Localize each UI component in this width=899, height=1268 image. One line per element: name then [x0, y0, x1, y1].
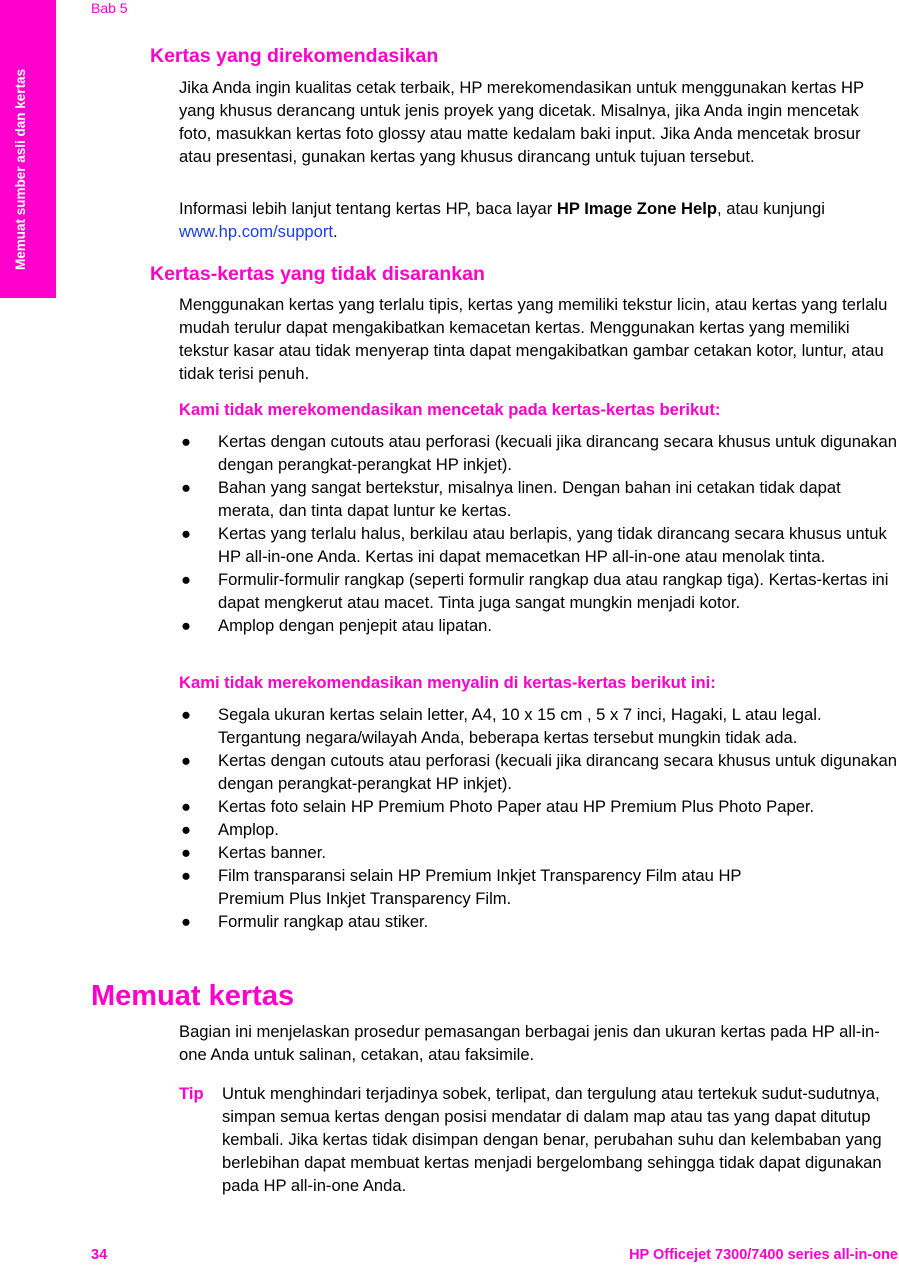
list-item [179, 795, 899, 818]
list-item-text: Kertas yang terlalu halus, berkilau atau berlapis, yang tidak dirancang secara khusus untuk HP all-in-one Anda. Kertas ini dapat memacetkan HP all-in-one atau menolak tinta. [218, 524, 887, 566]
list-item [179, 568, 899, 614]
list-item [179, 841, 899, 864]
bullet-icon: ● [181, 843, 192, 862]
list-item-text: Kertas dengan cutouts atau perforasi (kecuali jika dirancang secara khusus untuk digunakan dengan perangkat-perangkat HP inkjet). [218, 751, 897, 793]
bullet-icon: ● [181, 705, 192, 724]
list-item [179, 476, 899, 522]
bullet-icon: ● [181, 820, 192, 839]
list-item [179, 430, 899, 476]
list-item-text: Segala ukuran kertas selain letter, A4, 10 x 15 cm , 5 x 7 inci, Hagaki, L atau legal. Tergantung negara/wilayah Anda, beberapa kertas tersebut mungkin tidak ada. [218, 705, 822, 747]
bullet-icon: ● [181, 797, 192, 816]
side-tab-label: Memuat sumber asli dan kertas [13, 68, 28, 270]
list-item [179, 910, 899, 933]
product-name: HP Officejet 7300/7400 series all-in-one [629, 1247, 898, 1263]
bullet-icon: ● [181, 432, 192, 451]
recommended-info-paragraph [179, 197, 891, 243]
list-item-text: Kertas banner. [218, 843, 326, 862]
list-item-text: Bahan yang sangat bertekstur, misalnya linen. Dengan bahan ini cetakan tidak dapat merata, dan tinta dapat luntur ke kertas. [218, 478, 841, 520]
heading-loading-paper: Memuat kertas [91, 980, 295, 1012]
list-item-text: Formulir rangkap atau stiker. [218, 912, 429, 931]
info-text: Informasi lebih lanjut tentang kertas HP, baca layar [179, 199, 557, 218]
bullet-icon: ● [181, 751, 192, 770]
bullet-icon: ● [181, 478, 192, 497]
copy-heading: Kami tidak merekomendasikan menyalin di kertas-kertas berikut ini: [179, 673, 716, 692]
list-item-text: Amplop. [218, 820, 279, 839]
help-reference: HP Image Zone Help [556, 199, 718, 218]
list-item [179, 864, 778, 910]
loading-paragraph: Bagian ini menjelaskan prosedur pemasangan berbagai jenis dan ukuran kertas pada HP all-in-one Anda untuk salinan, cetakan, atau faksimile. [179, 1022, 880, 1064]
bullet-icon: ● [181, 570, 192, 589]
list-item [179, 703, 899, 749]
print-heading: Kami tidak merekomendasikan mencetak pada kertas-kertas berikut: [179, 400, 721, 419]
copy-list [179, 703, 899, 933]
bullet-icon: ● [181, 524, 192, 543]
bullet-icon: ● [181, 912, 192, 931]
chapter-label: Bab 5 [91, 0, 128, 16]
print-list [179, 430, 899, 637]
list-item [179, 818, 899, 841]
bullet-icon: ● [181, 616, 192, 635]
list-item-text: Amplop dengan penjepit atau lipatan. [218, 616, 493, 635]
info-text-2: , atau kunjungi [717, 199, 825, 218]
list-item [179, 749, 899, 795]
tip-text: Untuk menghindari terjadinya sobek, terlipat, dan tergulung atau tertekuk sudut-sudutnya, simpan semua kertas dengan posisi mendatar di dalam map atau tas yang dapat ditutup kembali. Jika kertas tidak disimpan dengan benar, perubahan suhu dan kelembaban yang berlebihan dapat membuat kertas menjadi bergelombang sehingga tidak dapat digunakan pada HP all-in-one Anda. [222, 1084, 882, 1195]
not-recommended-paragraph: Menggunakan kertas yang terlalu tipis, kertas yang memiliki tekstur licin, atau kertas yang terlalu mudah terulur dapat mengakibatkan kemacetan kertas. Menggunakan kertas yang memiliki tekstur kasar atau tidak menyerap tinta dapat mengakibatkan gambar cetakan kotor, luntur, atau tidak terisi penuh. [179, 295, 888, 383]
list-item-text: Kertas foto selain HP Premium Photo Paper atau HP Premium Plus Photo Paper. [218, 797, 815, 816]
tip-label: Tip [179, 1084, 204, 1103]
support-link[interactable]: www.hp.com/support [179, 222, 334, 241]
side-tab [0, 0, 56, 298]
recommended-paragraph: Jika Anda ingin kualitas cetak terbaik, HP merekomendasikan untuk menggunakan kertas HP yang khusus derancang untuk jenis proyek yang dicetak. Misalnya, jika Anda ingin mencetak foto, masukkan kertas foto glossy atau matte kedalam baki input. Jika Anda mencetak brosur atau presentasi, gunakan kertas yang khusus dirancang untuk tujuan tersebut. [179, 78, 864, 166]
list-item-text: Film transparansi selain HP Premium Inkjet Transparency Film atau HP Premium Plus Inkjet Transparency Film. [218, 866, 742, 908]
list-item [179, 522, 899, 568]
list-item [179, 614, 899, 637]
bullet-icon: ● [181, 866, 192, 885]
heading-not-recommended: Kertas-kertas yang tidak disarankan [150, 263, 485, 285]
page-number: 34 [91, 1247, 108, 1263]
list-item-text: Formulir-formulir rangkap (seperti formulir rangkap dua atau rangkap tiga). Kertas-kertas ini dapat mengkerut atau macet. Tinta juga sangat mungkin menjadi kotor. [218, 570, 889, 612]
info-text-3: . [333, 222, 338, 241]
heading-recommended: Kertas yang direkomendasikan [150, 45, 439, 67]
list-item-text: Kertas dengan cutouts atau perforasi (kecuali jika dirancang secara khusus untuk digunakan dengan perangkat-perangkat HP inkjet). [218, 432, 897, 474]
